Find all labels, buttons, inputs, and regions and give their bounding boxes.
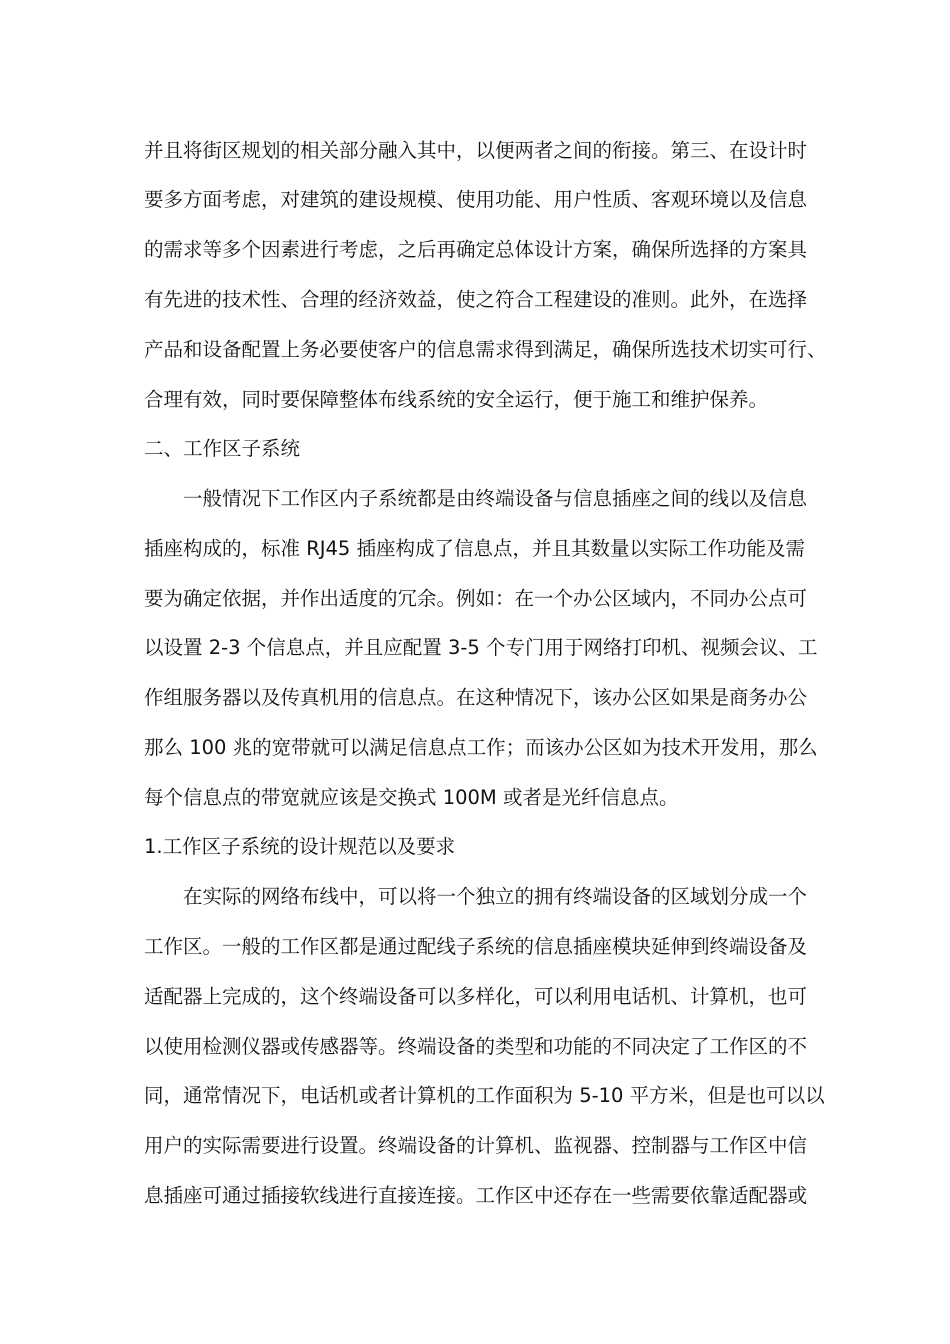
subsection-heading: 1.工作区子系统的设计规范以及要求 xyxy=(144,835,456,858)
text-line: 合理有效，同时要保障整体布线系统的安全运行，便于施工和维护保养。 xyxy=(144,388,769,411)
text-line: 插座构成的，标准 RJ45 插座构成了信息点，并且其数量以实际工作功能及需 xyxy=(144,537,806,560)
text-line: 的需求等多个因素进行考虑，之后再确定总体设计方案，确保所选择的方案具 xyxy=(144,238,808,261)
text-line: 作组服务器以及传真机用的信息点。在这种情况下，该办公区如果是商务办公 xyxy=(144,686,808,709)
section-heading: 二、工作区子系统 xyxy=(144,437,301,460)
text-line: 以使用检测仪器或传感器等。终端设备的类型和功能的不同决定了工作区的不 xyxy=(144,1035,808,1058)
text-line: 适配器上完成的，这个终端设备可以多样化，可以利用电话机、计算机，也可 xyxy=(144,985,808,1008)
text-line: 在实际的网络布线中，可以将一个独立的拥有终端设备的区域划分成一个 xyxy=(183,885,808,908)
text-line: 产品和设备配置上务必要使客户的信息需求得到满足，确保所选技术切实可行、 xyxy=(144,338,827,361)
text-line: 用户的实际需要进行设置。终端设备的计算机、监视器、控制器与工作区中信 xyxy=(144,1134,808,1157)
text-line: 有先进的技术性、合理的经济效益，使之符合工程建设的准则。此外，在选择 xyxy=(144,288,808,311)
text-line: 同，通常情况下，电话机或者计算机的工作面积为 5-10 平方米，但是也可以以 xyxy=(144,1084,825,1107)
text-line: 息插座可通过插接软线进行直接连接。工作区中还存在一些需要依靠适配器或 xyxy=(144,1184,808,1207)
text-line: 要多方面考虑，对建筑的建设规模、使用功能、用户性质、客观环境以及信息 xyxy=(144,188,808,211)
text-line: 那么 100 兆的宽带就可以满足信息点工作；而该办公区如为技术开发用，那么 xyxy=(144,736,818,759)
text-line: 工作区。一般的工作区都是通过配线子系统的信息插座模块延伸到终端设备及 xyxy=(144,935,808,958)
text-line: 并且将街区规划的相关部分融入其中，以便两者之间的衔接。第三、在设计时 xyxy=(144,139,808,162)
text-line: 要为确定依据，并作出适度的冗余。例如：在一个办公区域内，不同办公点可 xyxy=(144,587,808,610)
text-line: 以设置 2-3 个信息点，并且应配置 3-5 个专门用于网络打印机、视频会议、工 xyxy=(144,636,818,659)
text-line: 一般情况下工作区内子系统都是由终端设备与信息插座之间的线以及信息 xyxy=(183,487,808,510)
text-line: 每个信息点的带宽就应该是交换式 100M 或者是光纤信息点。 xyxy=(144,786,679,809)
